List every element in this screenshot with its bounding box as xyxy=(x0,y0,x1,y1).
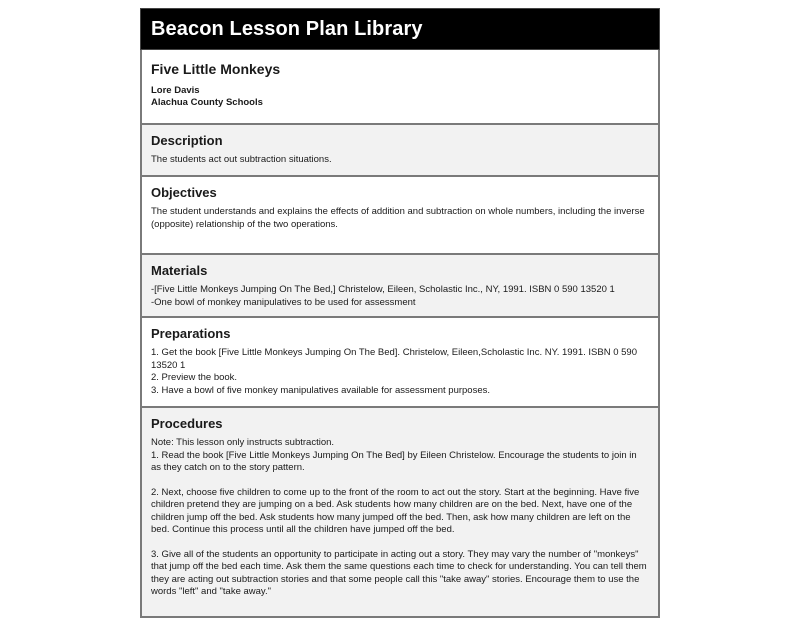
lesson-plan-page xyxy=(140,8,660,618)
site-header xyxy=(140,8,660,50)
procedure-step: 3. Give all of the students an opportunity to participate in acting out a story. They may vary the number of "monkeys" that jump off the bed each time. Ask them the same questions each time to check for understanding. You can tell them they are acting out subtraction stories and that some people call this "take away" stories. Encourage them to use the words "left" and "take away." xyxy=(151,548,647,597)
preparations-line: 1. Get the book [Five Little Monkeys Jumping On The Bed]. Christelow, Eileen,Scholastic Inc. NY. 1991. ISBN 0 590 13520 1 xyxy=(151,347,637,371)
objectives-text: The student understands and explains the effects of addition and subtraction on whole numbers, including the inverse (opposite) relationship of the two operations. xyxy=(151,206,645,230)
lesson-organization: Alachua County Schools xyxy=(151,97,263,108)
preparations-line: 2. Preview the book. xyxy=(151,372,238,383)
lesson-title: Five Little Monkeys xyxy=(151,61,281,77)
materials-section xyxy=(140,255,660,318)
preparations-section xyxy=(140,318,660,408)
site-title: Beacon Lesson Plan Library xyxy=(151,18,423,40)
objectives-heading: Objectives xyxy=(151,185,217,200)
materials-line: -[Five Little Monkeys Jumping On The Bed,] Christelow, Eileen, Scholastic Inc., NY, 1991. ISBN 0 590 13520 1 xyxy=(151,284,615,295)
procedures-heading: Procedures xyxy=(151,416,223,431)
objectives-section xyxy=(140,177,660,255)
description-heading: Description xyxy=(151,133,223,148)
preparations-line: 3. Have a bowl of five monkey manipulatives available for assessment purposes. xyxy=(151,384,491,396)
lesson-title-section xyxy=(140,50,660,125)
procedures-section xyxy=(140,408,660,618)
materials-heading: Materials xyxy=(151,263,208,278)
procedures-note: Note: This lesson only instructs subtraction. xyxy=(151,437,335,448)
description-text: The students act out subtraction situations. xyxy=(151,154,332,165)
preparations-heading: Preparations xyxy=(151,326,231,341)
lesson-author: Lore Davis xyxy=(151,85,200,96)
description-section xyxy=(140,125,660,177)
materials-line: -One bowl of monkey manipulatives to be used for assessment xyxy=(151,296,416,308)
procedure-step: 1. Read the book [Five Little Monkeys Jumping On The Bed] by Eileen Christelow. Encourage the students to join in as they catch on to the story pattern. xyxy=(151,449,637,473)
procedure-step: 2. Next, choose five children to come up to the front of the room to act out the story. Start at the beginning. Have five children pretend they are jumping on a bed. Ask students how many children are on the bed. Next, have one of the children jump off the bed. Ask students how many jumped off the bed. Then, ask how many children are left on the bed. Continue this process until all the children have jumped off the bed. xyxy=(151,486,640,535)
